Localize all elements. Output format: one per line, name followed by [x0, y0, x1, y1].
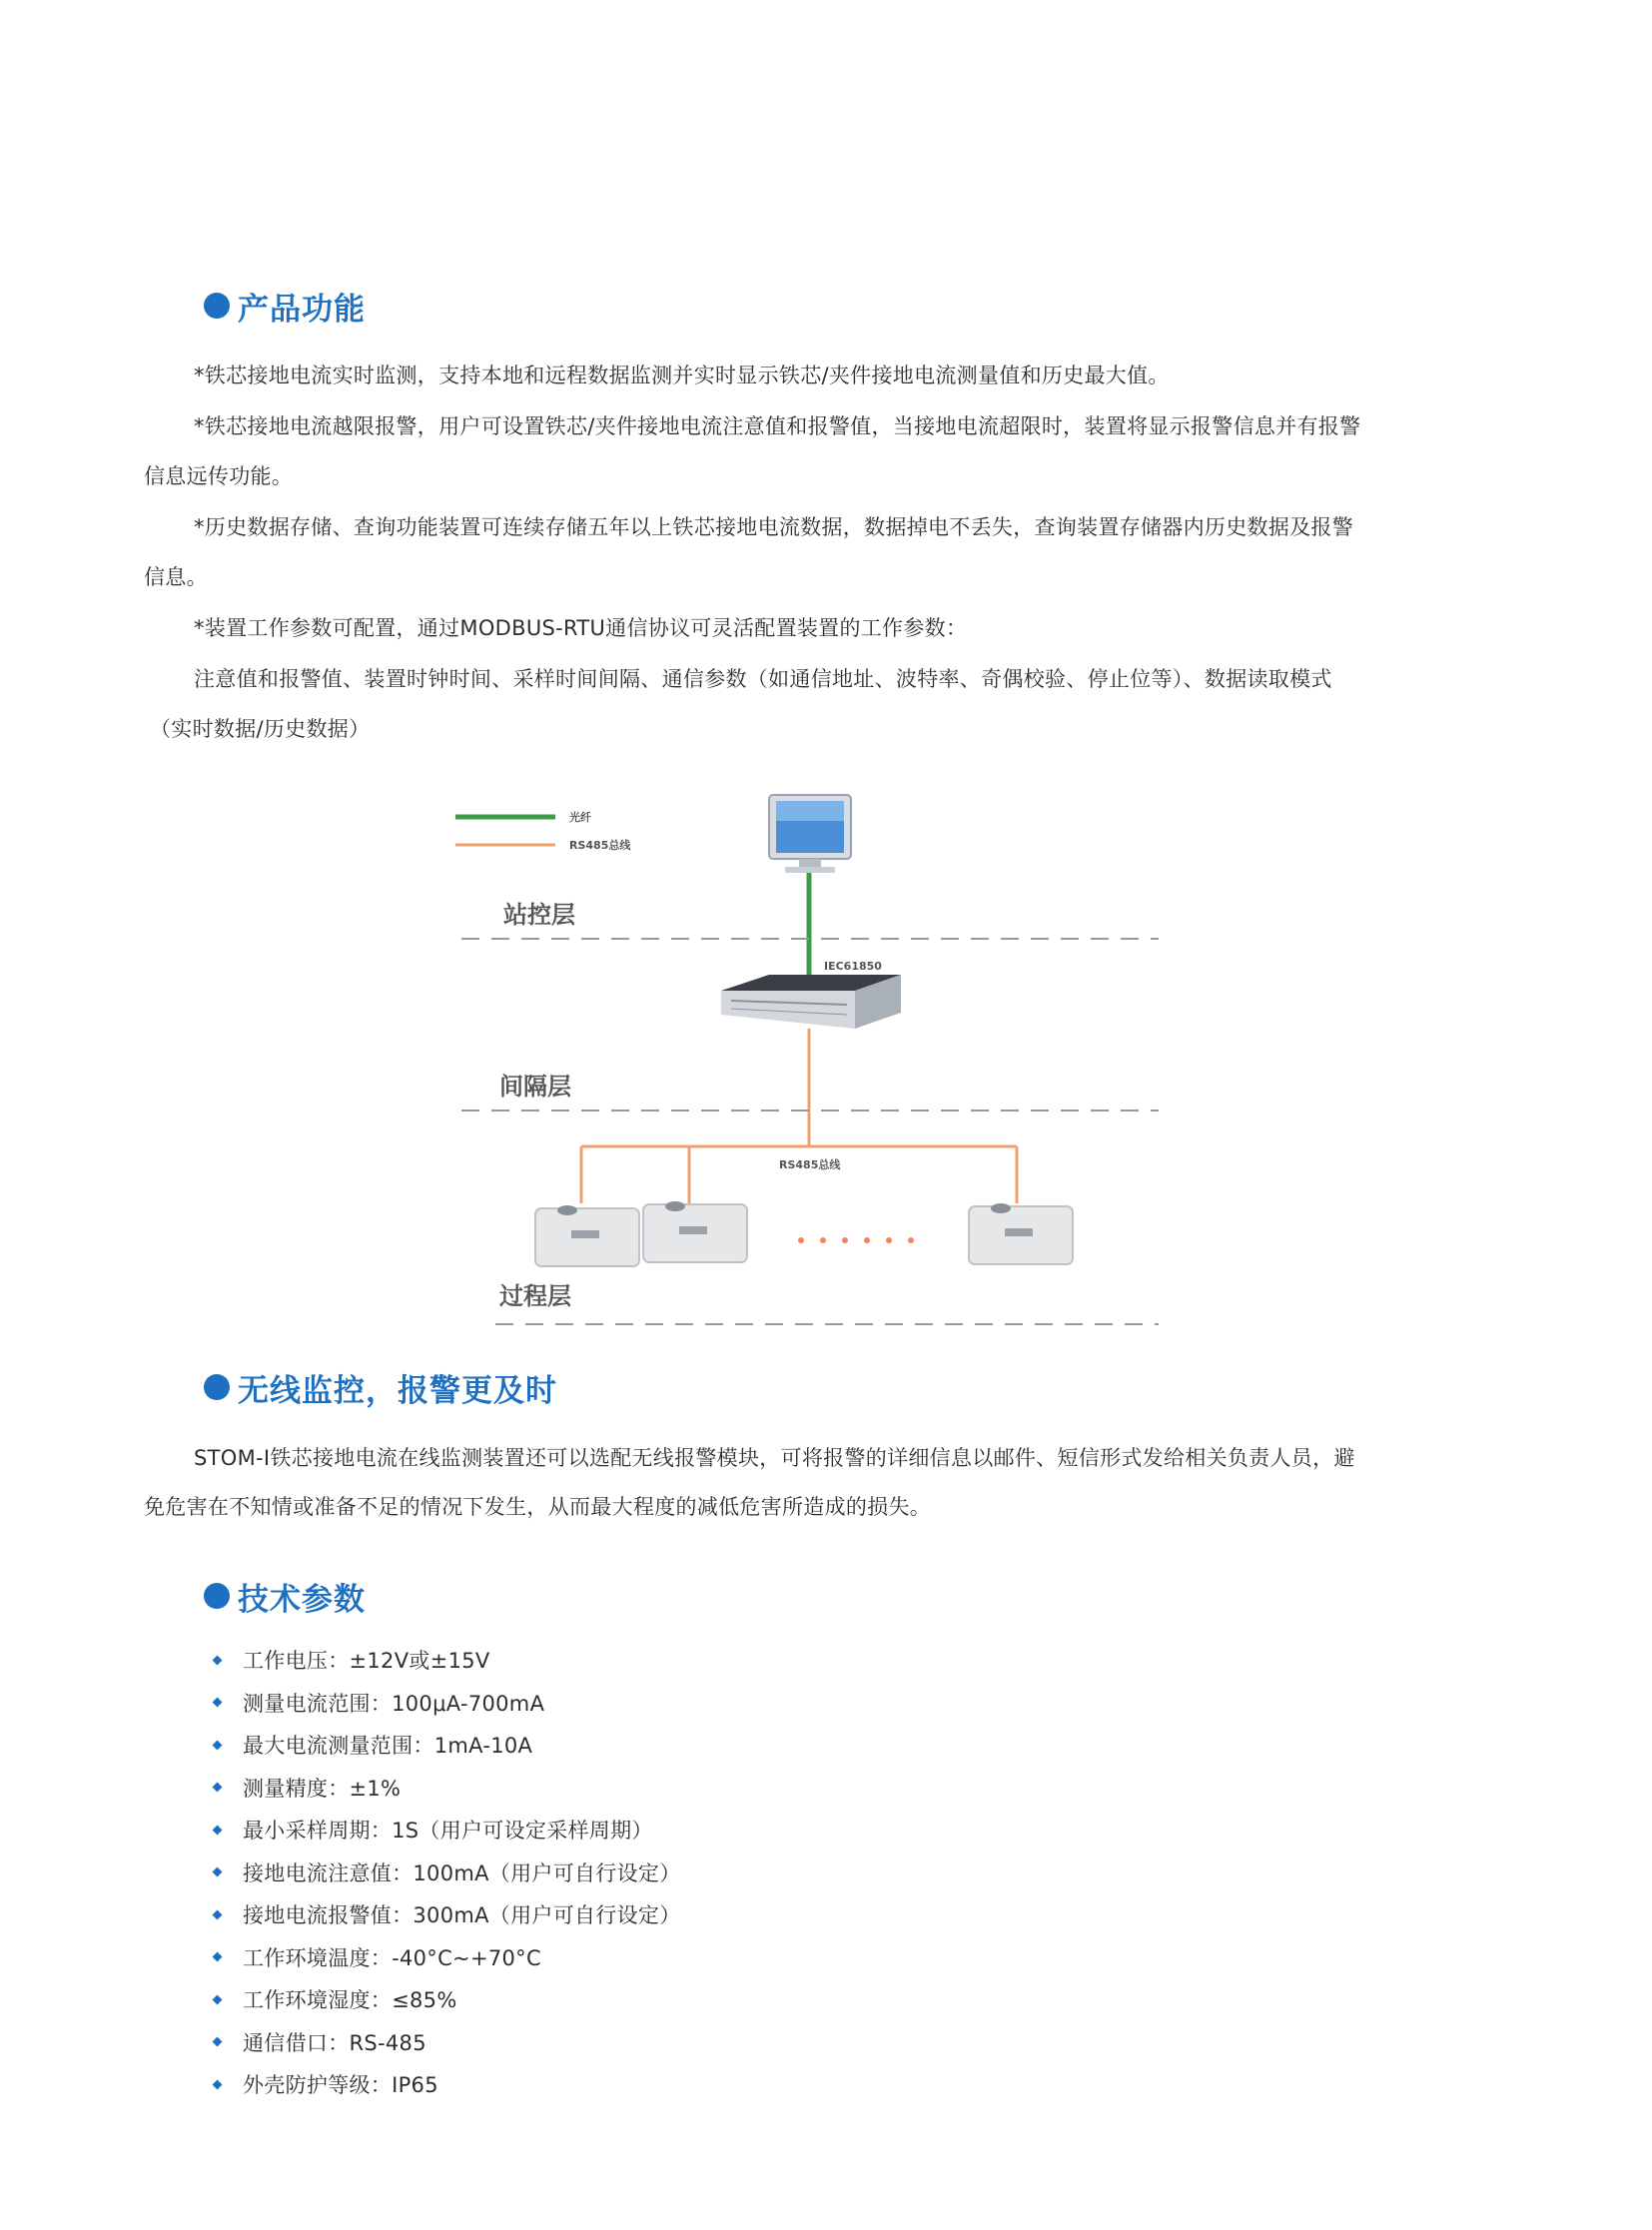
- function-paragraph-1: *铁芯接地电流实时监测，支持本地和远程数据监测并实时显示铁芯/夹件接地电流测量值和历史最大值。: [194, 364, 1170, 387]
- section-title-specs: 技术参数: [238, 1581, 366, 1618]
- diamond-bullet-icon: [213, 2079, 223, 2089]
- spec-item-sampling-period: [210, 1809, 681, 1852]
- spec-text: 工作电压：±12V或±15V: [243, 1649, 490, 1674]
- heading-bullet-icon: [204, 1583, 230, 1609]
- spec-item-attention-value: [210, 1852, 681, 1894]
- spec-item-max-current: [210, 1724, 681, 1767]
- spec-item-voltage: [210, 1639, 681, 1682]
- spec-list: [210, 1639, 681, 2106]
- spec-text: 工作环境温度：-40°C~+70°C: [243, 1945, 541, 1970]
- legend-rs485-label: RS485总线: [569, 839, 631, 852]
- section-heading-functions: [204, 284, 366, 328]
- section-heading-specs: [204, 1574, 366, 1618]
- function-paragraph-3-line-1: *历史数据存储、查询功能装置可连续存储五年以上铁芯接地电流数据，数据掉电不丢失，查询装置存储器内历史数据及报警: [194, 515, 1353, 539]
- diamond-bullet-icon: [213, 1909, 223, 1919]
- monitoring-device-2-icon: [643, 1201, 747, 1262]
- spec-item-interface: [210, 2021, 681, 2064]
- spec-text: 最大电流测量范围：1mA-10A: [243, 1734, 533, 1759]
- monitoring-device-1-icon: [535, 1205, 639, 1266]
- spec-text: 测量电流范围：100μA-700mA: [243, 1691, 545, 1716]
- wireless-paragraph-line-2: 免危害在不知情或准备不足的情况下发生，从而最大程度的减低危害所造成的损失。: [144, 1495, 932, 1519]
- section-title-functions: 产品功能: [238, 291, 366, 328]
- function-paragraph-5-line-1: 注意值和报警值、装置时钟时间、采样时间间隔、通信参数（如通信地址、波特率、奇偶校验、停止位等）、数据读取模式: [194, 667, 1332, 691]
- diamond-bullet-icon: [213, 1655, 223, 1665]
- spec-text: 外壳防护等级：IP65: [243, 2073, 438, 2098]
- monitor-icon: [769, 795, 851, 873]
- continuation-dots-icon: [798, 1237, 914, 1243]
- system-architecture-diagram: [439, 779, 1199, 1338]
- diamond-bullet-icon: [213, 1698, 223, 1708]
- function-paragraph-3-line-2: 信息。: [144, 565, 208, 589]
- function-paragraph-2-line-2: 信息远传功能。: [144, 464, 294, 488]
- diamond-bullet-icon: [213, 1994, 223, 2004]
- section-heading-wireless: [204, 1365, 557, 1409]
- diamond-bullet-icon: [213, 1740, 223, 1750]
- layer-label-process: 过程层: [499, 1282, 571, 1310]
- monitoring-device-3-icon: [969, 1203, 1073, 1264]
- layer-label-station: 站控层: [503, 901, 575, 929]
- spec-text: 最小采样周期：1S（用户可设定采样周期）: [243, 1819, 653, 1844]
- diamond-bullet-icon: [213, 1952, 223, 1962]
- diamond-bullet-icon: [213, 1783, 223, 1793]
- spec-item-accuracy: [210, 1767, 681, 1810]
- protocol-label: IEC61850: [824, 960, 882, 973]
- layer-label-bay: 间隔层: [499, 1073, 571, 1101]
- spec-text: 接地电流报警值：300mA（用户可自行设定）: [243, 1903, 681, 1928]
- function-paragraph-2-line-1: *铁芯接地电流越限报警，用户可设置铁芯/夹件接地电流注意值和报警值，当接地电流超限时，装置将显示报警信息并有报警: [194, 414, 1361, 438]
- bus-label: RS485总线: [779, 1158, 841, 1171]
- diamond-bullet-icon: [213, 2037, 223, 2047]
- spec-text: 通信借口：RS-485: [243, 2030, 426, 2055]
- heading-bullet-icon: [204, 1374, 230, 1400]
- diamond-bullet-icon: [213, 1825, 223, 1835]
- spec-item-current-range: [210, 1682, 681, 1725]
- spec-text: 接地电流注意值：100mA（用户可自行设定）: [243, 1860, 681, 1885]
- bay-server-icon: [721, 975, 901, 1029]
- spec-item-temperature: [210, 1936, 681, 1979]
- spec-text: 工作环境湿度：≤85%: [243, 1988, 457, 2013]
- wireless-paragraph-line-1: STOM-I铁芯接地电流在线监测装置还可以选配无线报警模块，可将报警的详细信息以邮件、短信形式发给相关负责人员，避: [194, 1446, 1355, 1470]
- spec-item-protection: [210, 2063, 681, 2106]
- spec-text: 测量精度：±1%: [243, 1776, 402, 1801]
- function-paragraph-4: *装置工作参数可配置，通过MODBUS-RTU通信协议可灵活配置装置的工作参数：: [194, 616, 968, 640]
- spec-item-humidity: [210, 1978, 681, 2021]
- diamond-bullet-icon: [213, 1867, 223, 1877]
- section-title-wireless: 无线监控，报警更及时: [238, 1372, 557, 1409]
- heading-bullet-icon: [204, 293, 230, 319]
- legend-fiber-label: 光纤: [569, 811, 591, 824]
- spec-item-alarm-value: [210, 1893, 681, 1936]
- function-paragraph-5-line-2: （实时数据/历史数据）: [150, 717, 371, 741]
